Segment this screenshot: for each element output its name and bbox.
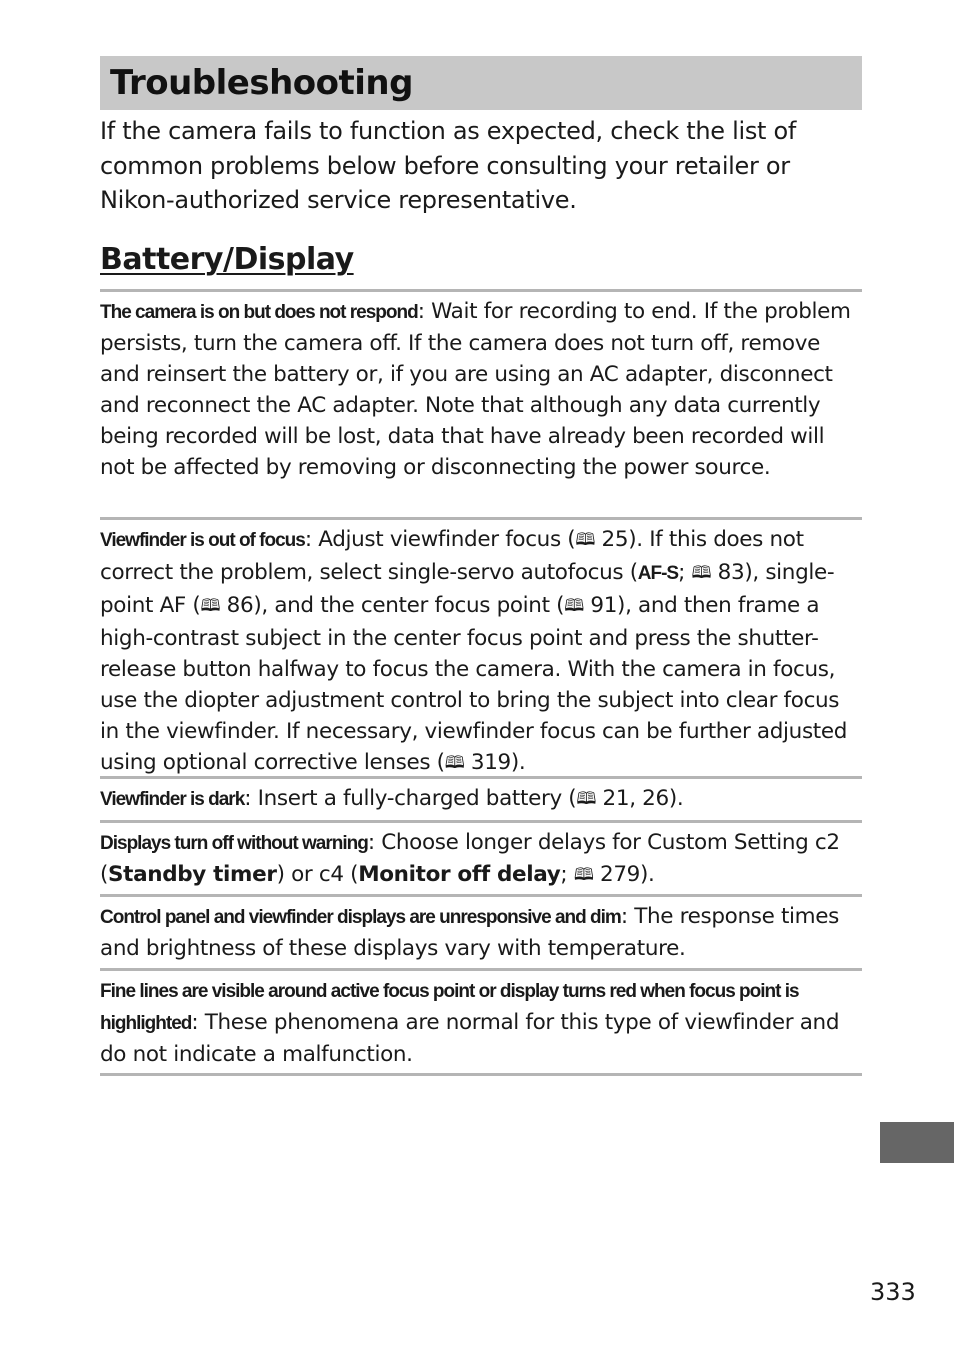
page-ref: 279). [593, 862, 655, 887]
page-ref: 86), and the center focus point ( [220, 593, 565, 618]
entry-displays-unresponsive [100, 901, 860, 964]
book-icon: 🕮 [573, 865, 594, 885]
chapter-tab [880, 1122, 954, 1163]
title-bar [100, 56, 862, 110]
book-icon: 🕮 [575, 530, 596, 550]
entry-text: : The response times and brightness of these displays vary with temperature. [100, 904, 839, 961]
divider [100, 1073, 862, 1076]
entry-term: Control panel and viewfinder displays are unresponsive and dim [100, 907, 621, 928]
entry-text: ; [678, 560, 692, 585]
entry-term: Fine lines are visible around active focus point or display turns red when focus point is highlighted [100, 981, 799, 1034]
intro-paragraph: If the camera fails to function as expected, check the list of common problems below before consulting your retailer or Nikon-authorized service representative. [100, 117, 797, 214]
divider [100, 820, 862, 823]
entry-viewfinder-dark [100, 783, 860, 816]
divider [100, 289, 862, 292]
entry-text: : Adjust viewfinder focus ( [304, 527, 576, 552]
book-icon: 🕮 [444, 753, 465, 773]
entry-displays-turn-off [100, 827, 860, 892]
divider [100, 894, 862, 897]
entry-viewfinder-out-of-focus [100, 524, 860, 780]
section-heading: Battery/Display [100, 242, 354, 277]
entry-term: Viewfinder is out of focus [100, 530, 305, 551]
page-ref: 21, 26). [596, 786, 684, 811]
entry-text: : Insert a fully-charged battery ( [244, 786, 577, 811]
book-icon: 🕮 [564, 596, 584, 616]
menu-item-monitor-off-delay: Monitor off delay [358, 862, 561, 887]
page-ref: 319). [464, 750, 526, 775]
page-ref: 83), single-point AF ( [100, 560, 835, 618]
entry-text: : Choose longer delays for Custom Setting c2 ( [100, 830, 840, 887]
entry-term: The camera is on but does not respond [100, 302, 418, 323]
af-s-label: AF-S [637, 563, 679, 584]
entry-term: Displays turn off without warning [100, 833, 368, 854]
entry-text: ) or c4 ( [276, 862, 359, 887]
divider [100, 517, 862, 520]
entry-text: ; [560, 862, 574, 887]
entry-text: : These phenomena are normal for this type of viewfinder and do not indicate a malfunction. [100, 1010, 840, 1067]
book-icon: 🕮 [200, 596, 221, 616]
book-icon: 🕮 [576, 789, 597, 809]
entry-fine-lines [100, 975, 860, 1070]
page-title: Troubleshooting [110, 63, 413, 103]
page-ref: 91), and then frame a high-contrast subject in the center focus point and press the shutter-release button halfway to focus the camera. With the camera in focus, use the diopter adjustment control to bring the subject into clear focus in the viewfinder. If necessary, viewfinder focus can be further adjusted using optional corrective lenses ( [100, 593, 848, 775]
page-ref: 25). If this does not correct the problem, select single-servo autofocus ( [100, 527, 804, 585]
page-number: 333 [870, 1278, 916, 1306]
divider [100, 968, 862, 971]
divider [100, 776, 862, 779]
entry-camera-not-respond [100, 296, 860, 483]
entry-text: : Wait for recording to end. If the problem persists, turn the camera off. If the camera does not turn off, remove and reinsert the battery or, if you are using an AC adapter, disconnect and reconnect the AC adapter. Note that although any data currently being recorded will be lost, data that have already been recorded will not be affected by removing or disconnecting the power source. [100, 299, 851, 480]
entry-term: Viewfinder is dark [100, 789, 245, 810]
menu-item-standby-timer: Standby timer [108, 862, 277, 887]
book-icon: 🕮 [691, 563, 712, 583]
